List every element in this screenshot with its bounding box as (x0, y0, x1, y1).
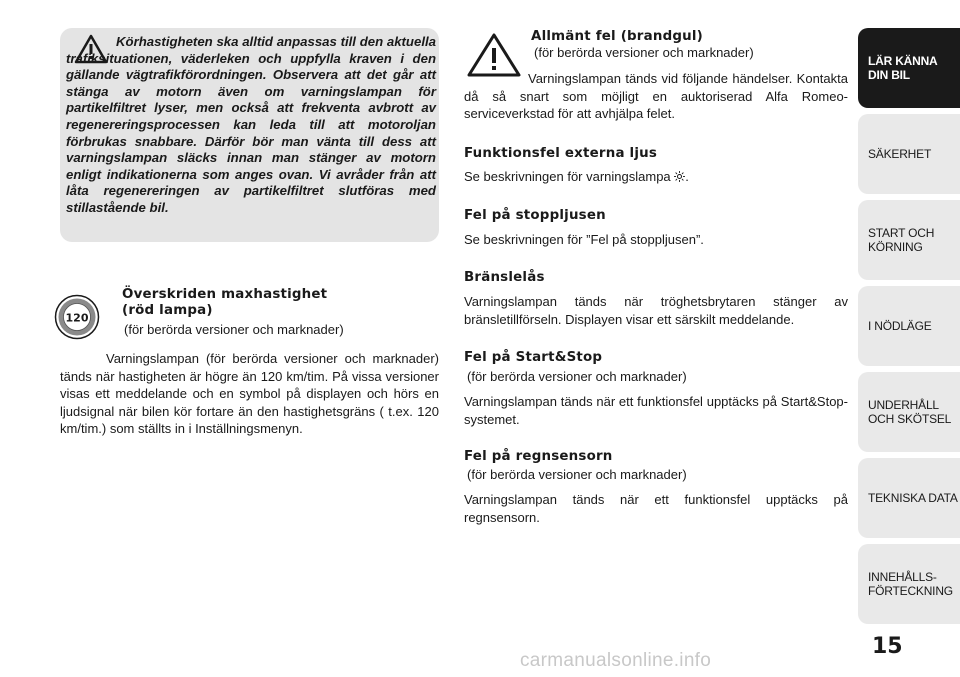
watermark-text: carmanualsonline.info (520, 650, 712, 671)
speed-section-title-1: Överskriden maxhastighet (122, 287, 328, 302)
warning-note-text: Körhastigheten ska alltid anpassas till den aktuella trafiksituationen, väderleken och uppfylla kraven i den gällande vägtrafikförordningen. Observera att det går att stänga av motorn även om varningslampan för partikelfiltret lyser, men också att frekventa avbrott av regenereringsprocessen kan leda till att motoroljan förbrukas snabbare. Därför bör man vänta till dess att varningslampan släcks innan man stänger av motorn enligt indikationerna som anges ovan. Vi avråder från att låta regenereringen av partikelfiltret slutföras med stillastående bil. (66, 34, 436, 215)
exterior-light-symbol-icon (674, 171, 685, 182)
general-fault-subtitle: (för berörda versioner och marknader) (534, 45, 754, 60)
tab-innehallsforteckning[interactable]: INNEHÅLLS- FÖRTECKNING (858, 544, 960, 624)
tab-underhall-och-skotsel[interactable]: UNDERHÅLL OCH SKÖTSEL (858, 372, 960, 452)
tab-start-och-korning[interactable]: START OCH KÖRNING (858, 200, 960, 280)
section-body-fuel-cutoff: Varningslampan tänds när tröghetsbrytaren stänger av bränsletillförseln. Displayen visar ett särskilt meddelande. (464, 294, 848, 327)
speed-section-title-2: (röd lampa) (122, 303, 213, 318)
warning-note-box (60, 28, 439, 242)
section-subtitle-start-stop: (för berörda versioner och marknader) (467, 369, 687, 384)
tab-i-nodlage[interactable]: I NÖDLÄGE (858, 286, 960, 366)
speed-limit-120-icon (54, 294, 100, 340)
tab-lar-kanna-din-bil[interactable]: LÄR KÄNNA DIN BIL (858, 28, 960, 108)
section-title-start-stop: Fel på Start&Stop (464, 350, 603, 365)
speed-section-body: Varningslampan (för berörda versioner och marknader) tänds när hastigheten är högre än 120 km/tim. På vissa versioner visas ett meddelande och en symbol på displayen och hörs en ljudsignal när bilen kör fortare än den hastighetsgräns ( t.ex. 120 km/tim.) som ställts in i Inställningsmenyn. (60, 351, 439, 437)
section-body-external-lights: Se beskrivningen för varningslampa . (464, 169, 689, 184)
section-title-fuel-cutoff: Bränslelås (464, 270, 545, 285)
section-body-start-stop: Varningslampan tänds när ett funktionsfel upptäcks på Start&Stop-systemet. (464, 394, 848, 427)
section-title-rain-sensor: Fel på regnsensorn (464, 449, 613, 464)
section-subtitle-rain-sensor: (för berörda versioner och marknader) (467, 467, 687, 482)
section-title-external-lights: Funktionsfel externa ljus (464, 146, 658, 161)
section-body-brake-lights: Se beskrivningen för ”Fel på stoppljusen”. (464, 232, 704, 247)
section-body-rain-sensor: Varningslampan tänds när ett funktionsfel upptäcks på regnsensorn. (464, 492, 848, 525)
chapter-tabs (858, 28, 960, 631)
tab-tekniska-data[interactable]: TEKNISKA DATA (858, 458, 960, 538)
speed-section-subtitle: (för berörda versioner och marknader) (124, 322, 344, 337)
page-number: 15 (872, 634, 903, 659)
general-fault-body: Varningslampan tänds vid följande händelser. Kontakta då så snart som möjligt en auktoriserad Alfa Romeo-serviceverkstad för att avhjälpa felet. (464, 71, 848, 122)
section-title-brake-lights: Fel på stoppljusen (464, 208, 606, 223)
tab-sakerhet[interactable]: SÄKERHET (858, 114, 960, 194)
general-fault-title: Allmänt fel (brandgul) (531, 29, 703, 44)
speed-icon-label: 120 (65, 311, 89, 325)
